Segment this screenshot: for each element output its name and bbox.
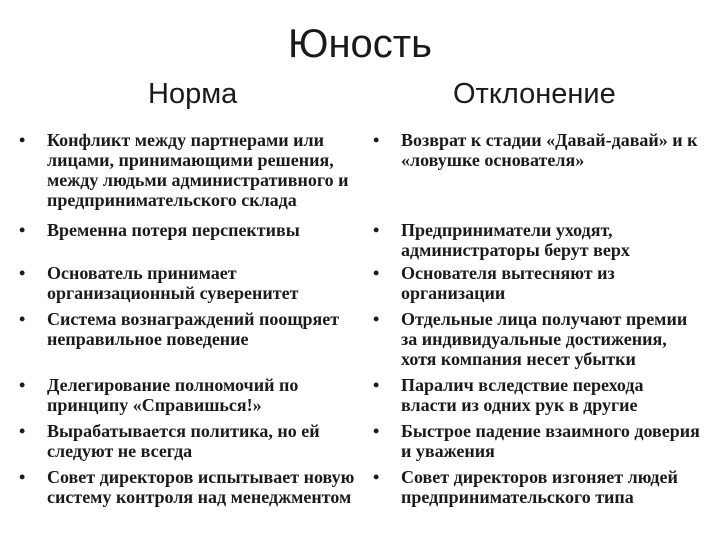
list-item [19,220,365,240]
list-item [373,421,701,461]
list-item-text: Совет директоров изгоняет людей предпринимательского типа [401,467,678,507]
list-item-text: Отдельные лица получают премии за индивидуальные достижения, хотя компания несет убытки [401,309,688,369]
list-item [373,263,701,303]
bullet-icon: • [373,421,380,441]
list-item-text: Паралич вследствие перехода власти из одних рук в другие [401,375,644,415]
bullet-icon: • [373,220,380,240]
list-item [19,130,365,210]
list-item [19,375,365,415]
bullet-icon: • [373,309,380,329]
list-item-text: Конфликт между партнерами или лицами, принимающими решения, между людьми административного и предпринимательского склада [47,130,349,210]
list-item [373,130,701,170]
list-item-text: Основатель принимает организационный суверенитет [47,263,299,303]
bullet-icon: • [19,309,26,329]
list-item-text: Основателя вытесняют из организации [401,263,615,303]
bullet-icon: • [373,263,380,283]
bullet-icon: • [19,263,26,283]
bullet-icon: • [19,421,26,441]
list-item-text: Возврат к стадии «Давай-давай» и к «ловушке основателя» [401,130,698,170]
list-item [373,309,701,369]
list-item-text: Вырабатывается политика, но ей следуют не всегда [47,421,320,461]
bullet-icon: • [373,130,380,150]
bullet-icon: • [19,220,26,240]
bullet-icon: • [19,375,26,395]
bullet-icon: • [19,130,26,150]
heading-deviation: Отклонение [453,78,616,110]
bullet-icon: • [373,375,380,395]
list-item-text: Быстрое падение взаимного доверия и уважения [401,421,700,461]
list-item [373,467,701,507]
list-item [19,467,365,507]
list-item-text: Временна потеря перспективы [47,220,300,240]
heading-norm: Норма [148,78,238,110]
slide-title: Юность [288,22,432,66]
list-item [19,309,365,349]
list-item [373,375,701,415]
list-item-text: Совет директоров испытывает новую систему контроля над менеджментом [47,467,355,507]
bullet-icon: • [373,467,380,487]
list-item [19,421,365,461]
list-item [373,220,701,260]
list-item-text: Система вознаграждений поощряет неправильное поведение [47,309,340,349]
bullet-icon: • [19,467,26,487]
list-item [19,263,365,303]
list-item-text: Делегирование полномочий по принципу «Справишься!» [47,375,299,415]
list-item-text: Предприниматели уходят, администраторы берут верх [401,220,630,260]
